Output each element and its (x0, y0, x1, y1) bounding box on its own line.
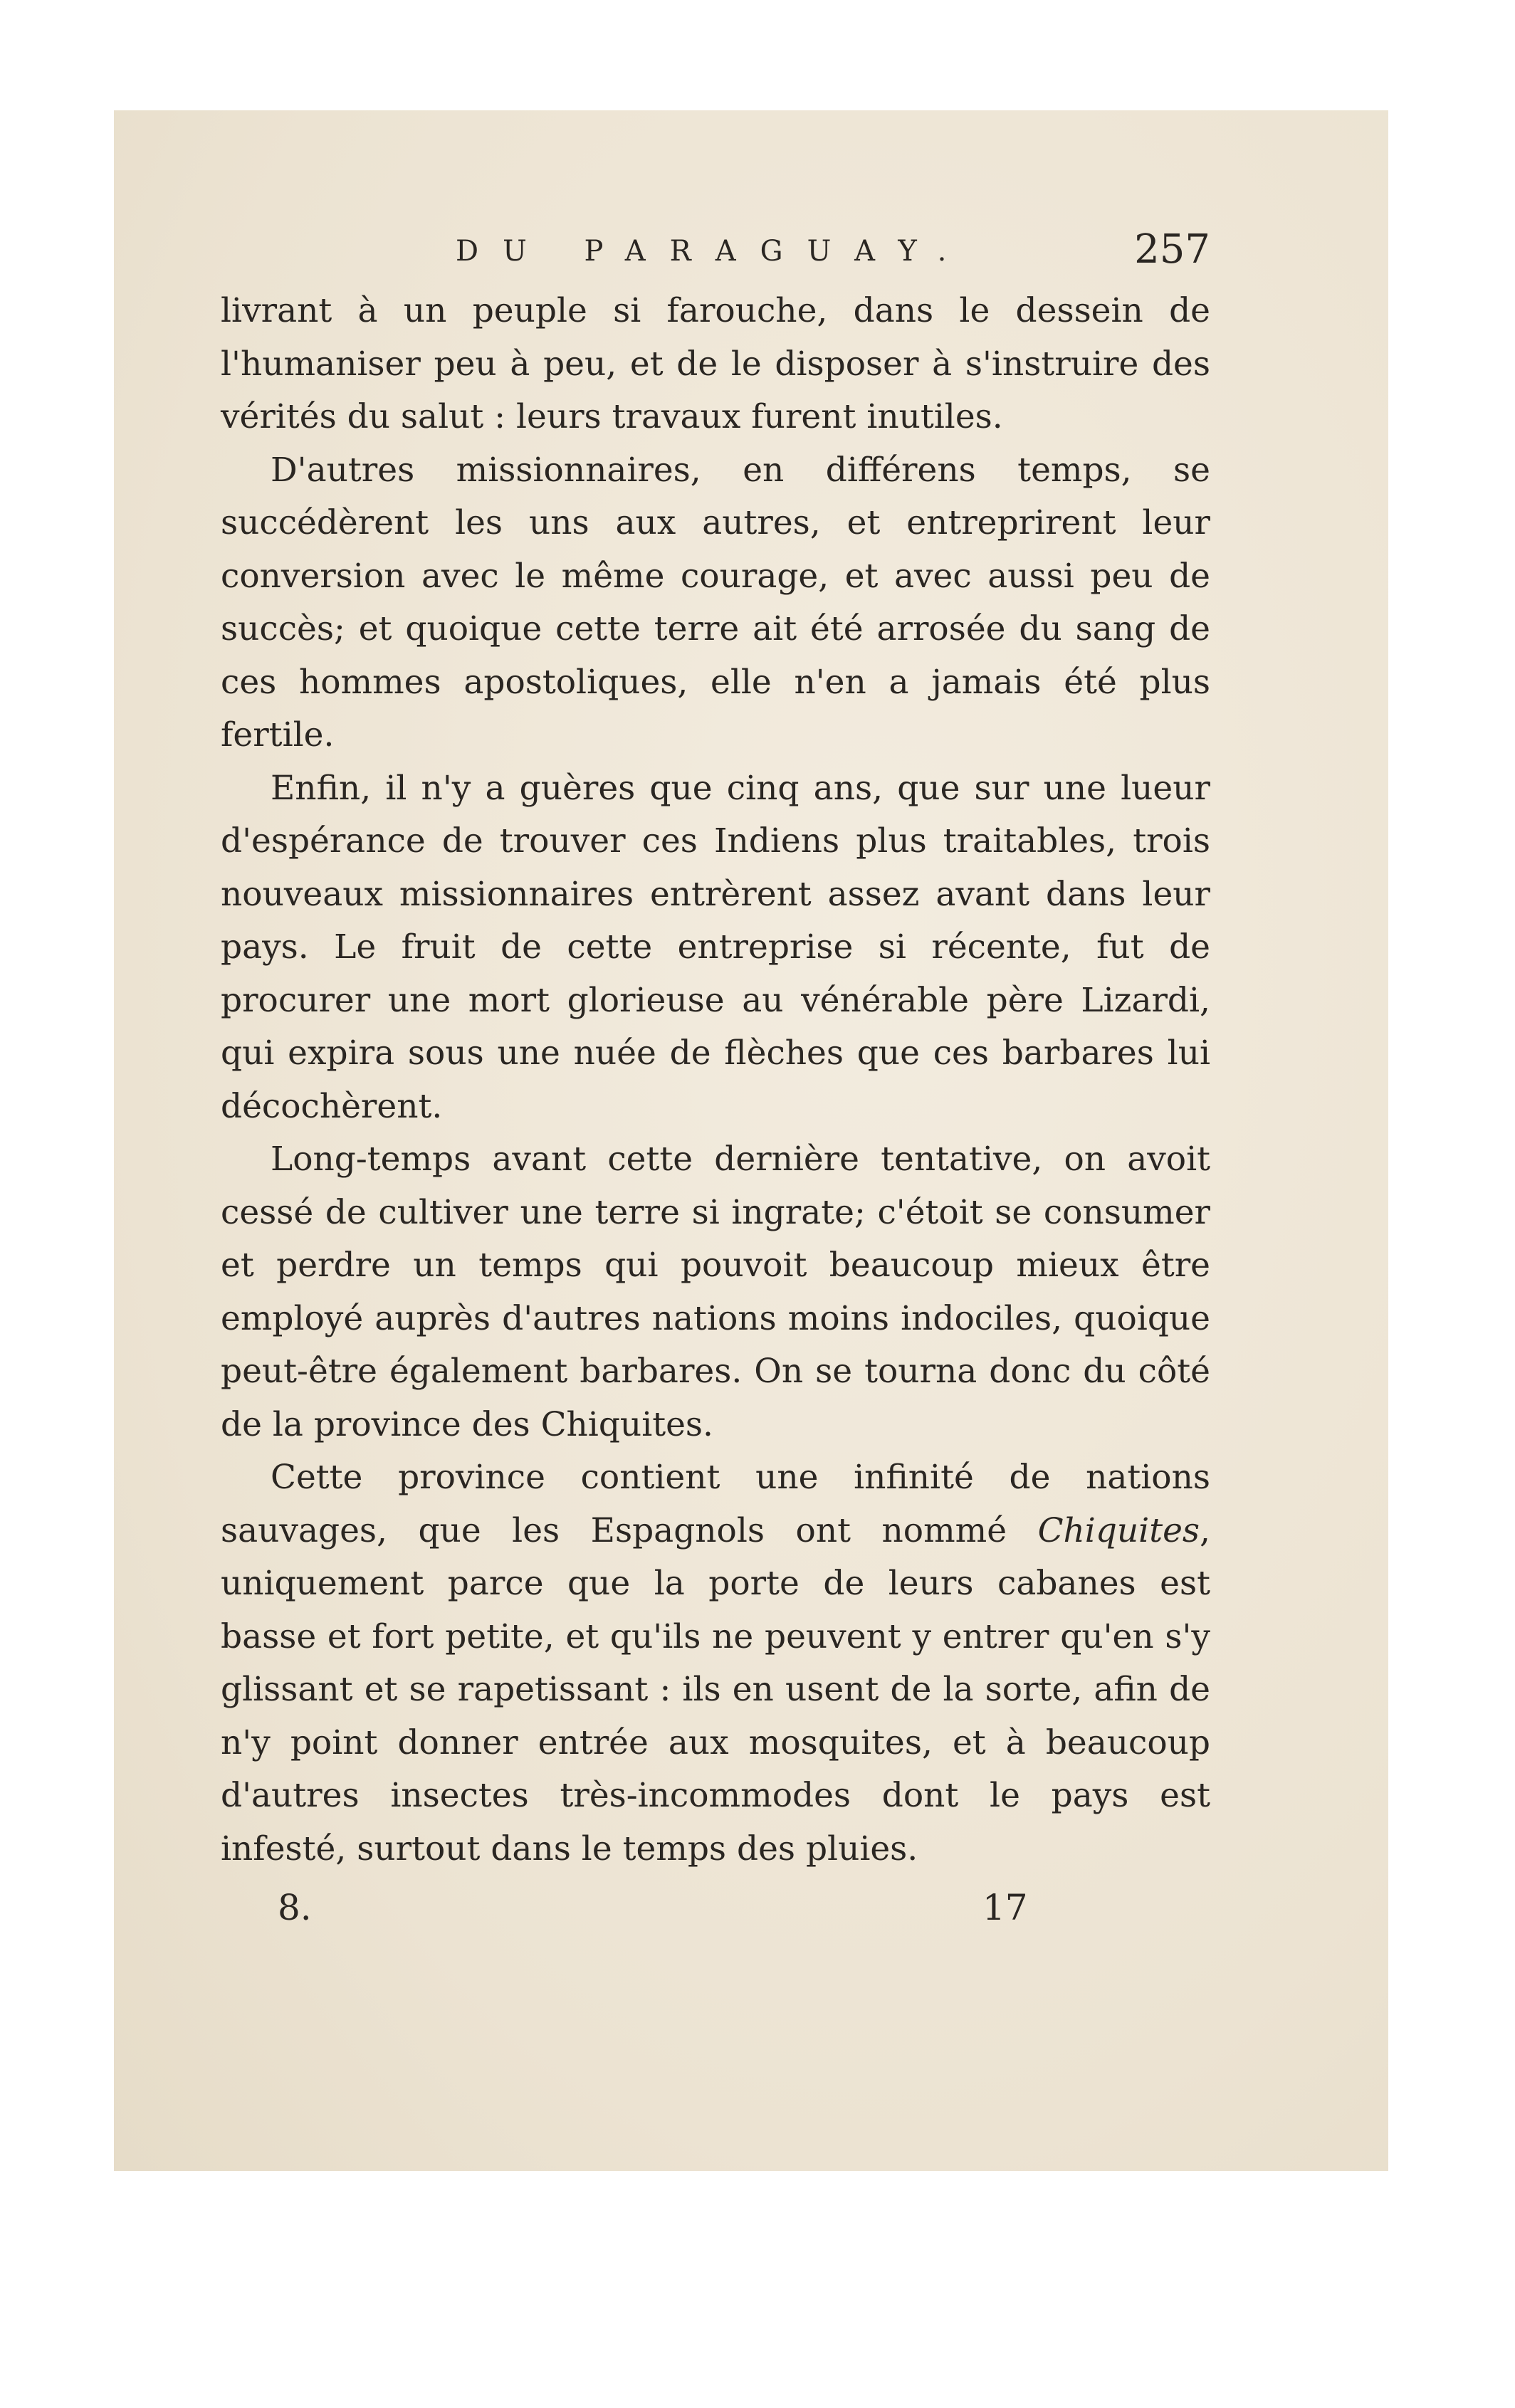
paragraph-1: livrant à un peuple si farouche, dans le dessein de l'humaniser peu à peu, et de le disposer à s'instruire des vérités du salut : leurs travaux furent inutiles. (221, 291, 1210, 436)
book-page (114, 110, 1388, 2171)
paragraph-2: D'autres missionnaires, en différens temps, se succédèrent les uns aux autres, et entreprirent leur conversion avec le même courage, et avec aussi peu de succès; et quoique cette terre ait été arrosée du sang de ces hommes apostoliques, elle n'en a jamais été plus fertile. (221, 450, 1210, 755)
paragraph-4: Long-temps avant cette dernière tentative, on avoit cessé de cultiver une terre si ingrate; c'étoit se consumer et perdre un temps qui pouvoit beaucoup mieux être employé auprès d'autres nations moins indociles, quoique peut-être également barbares. On se tourna donc du côté de la province des Chiquites. (221, 1140, 1210, 1444)
running-title: DU PARAGUAY. (456, 235, 971, 268)
page-footer (221, 1887, 1210, 1944)
page-number: 257 (1134, 226, 1210, 273)
paragraph-5-text-before: Cette province contient une infinité de nations sauvages, que les Espagnols ont nommé (221, 1458, 1210, 1550)
page-header (221, 214, 1210, 285)
gathering-number: 17 (982, 1887, 1028, 1928)
text-block (221, 214, 1210, 1944)
paragraph-5-italic: Chiquites (1037, 1510, 1200, 1550)
paragraph-5 (221, 1451, 1210, 1876)
paragraph-3: Enfin, il n'y a guères que cinq ans, que sur une lueur d'espérance de trouver ces Indiens plus traitables, trois nouveaux missionnaires entrèrent assez avant dans leur pays. Le fruit de cette entreprise si récente, fut de procurer une mort glorieuse au vénérable père Lizardi, qui expira sous une nuée de flèches que ces barbares lui décochèrent. (221, 768, 1210, 1126)
signature-mark: 8. (278, 1887, 312, 1928)
paragraph-5-text-after: , uniquement parce que la porte de leurs cabanes est basse et fort petite, et qu'ils ne peuvent y entrer qu'en s'y glissant et se rapetissant : ils en usent de la sorte, afin de n'y point donner entrée aux mosquites, et à beaucoup d'autres insectes très-incommodes dont le pays est infesté, surtout dans le temps des pluies. (221, 1510, 1210, 1868)
